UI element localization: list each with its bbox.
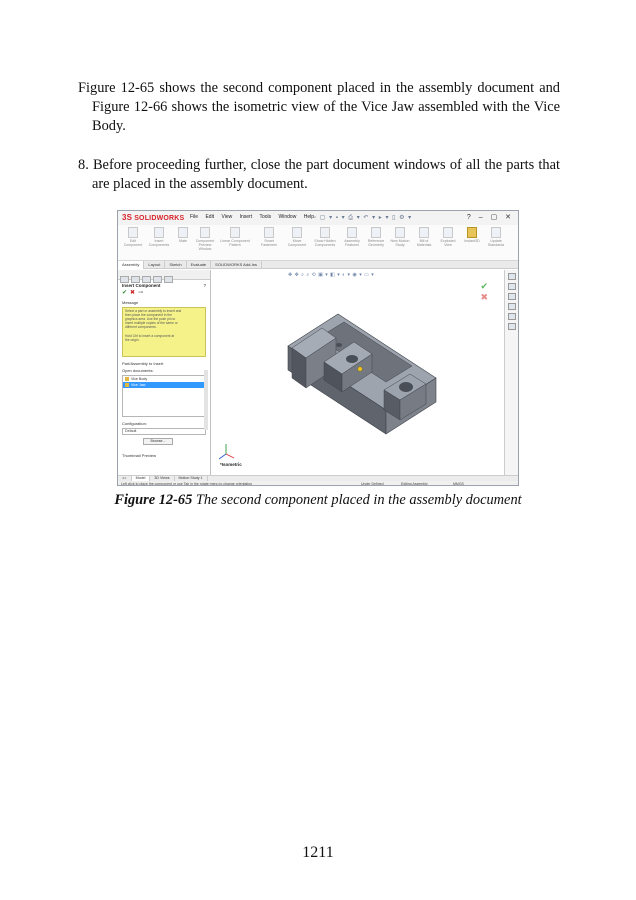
paragraph-step-8: 8. Before proceeding further, close the part document windows of all the parts that are placed in the assembly document. <box>78 157 560 193</box>
ribbon-move-component[interactable]: Move Component <box>286 227 308 247</box>
ribbon-mate[interactable]: Mate <box>172 227 194 243</box>
view-orientation-label: *Isometric <box>220 462 242 467</box>
ribbon-component-preview[interactable]: Component Preview Window <box>194 227 216 252</box>
list-item-vice-jaw[interactable]: Vice Jaw <box>123 382 205 388</box>
tab-motion-study[interactable]: Motion Study 1 <box>175 476 208 481</box>
status-definition: Under Defined <box>361 482 384 486</box>
tab-3d-views[interactable]: 3D Views <box>150 476 174 481</box>
tab-addins[interactable]: SOLIDWORKS Add-Ins <box>211 261 262 269</box>
assembly-features-icon <box>347 227 357 238</box>
cancel-cross-icon[interactable]: ✖ <box>480 292 488 302</box>
solidworks-screenshot <box>117 210 519 486</box>
menu-tools[interactable]: Tools <box>259 214 272 220</box>
reference-geometry-icon <box>371 227 381 238</box>
ribbon-new-motion-study[interactable]: New Motion Study <box>389 227 411 247</box>
view-palette-icon[interactable] <box>508 303 516 310</box>
command-tabs <box>118 261 518 269</box>
configuration-label: Configuration: <box>122 421 147 426</box>
tab-layout[interactable]: Layout <box>144 261 165 269</box>
ribbon-assembly-features[interactable]: Assembly Features <box>341 227 363 247</box>
graphics-area[interactable] <box>212 270 504 475</box>
show-hidden-icon <box>320 227 330 238</box>
scroll-arrows-icon[interactable]: ◂ ▸ <box>118 476 132 481</box>
tab-evaluate[interactable]: Evaluate <box>187 261 212 269</box>
property-manager-panel <box>118 270 211 475</box>
component-preview-icon <box>200 227 210 238</box>
figure-caption <box>0 491 636 510</box>
ribbon-exploded-view[interactable]: Exploded View <box>437 227 459 247</box>
brand-text: SOLIDWORKS <box>134 215 185 222</box>
ribbon-smart-fasteners[interactable]: Smart Fasteners <box>258 227 280 247</box>
tab-model[interactable]: Model <box>132 476 151 481</box>
menu-help[interactable]: Help <box>303 214 314 220</box>
menu-edit[interactable]: Edit <box>205 214 215 220</box>
property-manager-icon[interactable] <box>131 276 140 283</box>
instant3d-icon <box>467 227 477 238</box>
open-documents-label: Open documents: <box>122 368 154 373</box>
menu-window[interactable]: Window <box>278 214 297 220</box>
menu-file[interactable]: File <box>190 214 199 220</box>
window-controls-icon[interactable]: ? ‒ ▢ ✕ <box>466 214 514 221</box>
status-units[interactable]: MMGS <box>453 482 464 486</box>
browse-button[interactable]: Browse... <box>143 438 173 445</box>
edit-component-icon <box>128 227 138 238</box>
ribbon-edit-component[interactable]: Edit Component <box>122 227 144 247</box>
page-number: 1211 <box>302 844 334 861</box>
paragraph-figure-reference: Figure 12-65 shows the second component placed in the assembly document and Figure 12-66 shows the isometric view of the Vice Jaw assembled with the Vice Body. <box>78 80 560 135</box>
ribbon-show-hidden[interactable]: Show Hidden Components <box>314 227 336 247</box>
mate-icon <box>178 227 188 238</box>
exploded-view-icon <box>443 227 453 238</box>
quick-access-toolbar[interactable]: ▫ ▢ ▾ ▪ ▾ ⎙ ▾ ↶ ▾ ▸ ▾ ▯ ⚙ ▾ <box>314 215 413 221</box>
message-section-header: Message <box>122 300 139 305</box>
figure-caption-text: The second component placed in the assembly document <box>192 492 522 508</box>
push-pin-icon[interactable]: ⊸ <box>138 290 144 296</box>
file-explorer-icon[interactable] <box>508 293 516 300</box>
part-assembly-section-header: Part/Assembly to Insert <box>122 361 164 366</box>
display-manager-icon[interactable] <box>164 276 173 283</box>
feature-tree-icon[interactable] <box>120 276 129 283</box>
panel-title: Insert Component ? <box>122 283 206 288</box>
design-library-icon[interactable] <box>508 283 516 290</box>
thumbnail-preview-header: Thumbnail Preview <box>122 453 157 458</box>
ribbon-insert-components[interactable]: Insert Components <box>148 227 170 247</box>
title-bar <box>118 211 518 225</box>
ok-check-icon[interactable]: ✔ <box>122 290 128 296</box>
motion-study-icon <box>395 227 405 238</box>
configuration-select[interactable]: Default <box>122 428 206 435</box>
appearances-icon[interactable] <box>508 313 516 320</box>
status-mode: Editing Assembly <box>401 482 428 486</box>
vice-assembly-model <box>212 270 504 475</box>
ribbon-reference-geometry[interactable]: Reference Geometry <box>365 227 387 247</box>
ribbon-instant3d[interactable]: Instant3D <box>461 227 483 243</box>
tab-sketch[interactable]: Sketch <box>165 261 186 269</box>
ribbon-update-standards[interactable]: Update Standards <box>485 227 507 247</box>
linear-pattern-icon <box>230 227 240 238</box>
resources-icon[interactable] <box>508 273 516 280</box>
task-pane <box>504 270 518 475</box>
command-manager-ribbon <box>118 225 518 261</box>
menu-insert[interactable]: Insert <box>239 214 253 220</box>
figure-label: Figure 12-65 <box>114 492 193 508</box>
confirm-check-icon[interactable]: ✔ <box>480 281 488 291</box>
menu-bar <box>190 214 320 220</box>
ok-cancel-row <box>118 288 210 297</box>
ribbon-bill-of-materials[interactable]: Bill of Materials <box>413 227 435 247</box>
cancel-x-icon[interactable]: ✖ <box>130 290 136 296</box>
status-hint: Left click to place the component or use Tab in the rotate menu to change orientation <box>121 482 253 486</box>
status-bar <box>118 481 518 486</box>
open-documents-list[interactable] <box>122 375 206 417</box>
panel-scrollbar[interactable] <box>204 370 208 430</box>
ribbon-linear-pattern[interactable]: Linear Component Pattern <box>220 227 250 247</box>
insert-components-icon <box>154 227 164 238</box>
list-item-vice-body[interactable]: Vice Body <box>123 376 205 382</box>
configuration-manager-icon[interactable] <box>142 276 151 283</box>
move-component-icon <box>292 227 302 238</box>
help-icon[interactable]: ? <box>203 283 206 288</box>
menu-view[interactable]: View <box>221 214 233 220</box>
message-box: Select a part or assembly to insert and then place the component in the graphics area. Use the push pin to insert multiple copies of the same or different components. Hold Ctrl to insert a component at the origin. <box>122 307 206 357</box>
bill-of-materials-icon <box>419 227 429 238</box>
panel-tabs <box>118 270 210 280</box>
heads-up-view-toolbar[interactable]: ✥ ✥ ⌕ ⌕ ⟲ ▣ ▾ ◧ ▾ ◐ ▾ ◉ ▾ ▭ ▾ <box>288 272 375 278</box>
solidworks-logo: 3S SOLIDWORKS <box>122 213 185 222</box>
update-standards-icon <box>491 227 501 238</box>
smart-fasteners-icon <box>264 227 274 238</box>
tab-assembly[interactable]: Assembly <box>118 261 144 269</box>
dimxpert-icon[interactable] <box>153 276 162 283</box>
custom-properties-icon[interactable] <box>508 323 516 330</box>
